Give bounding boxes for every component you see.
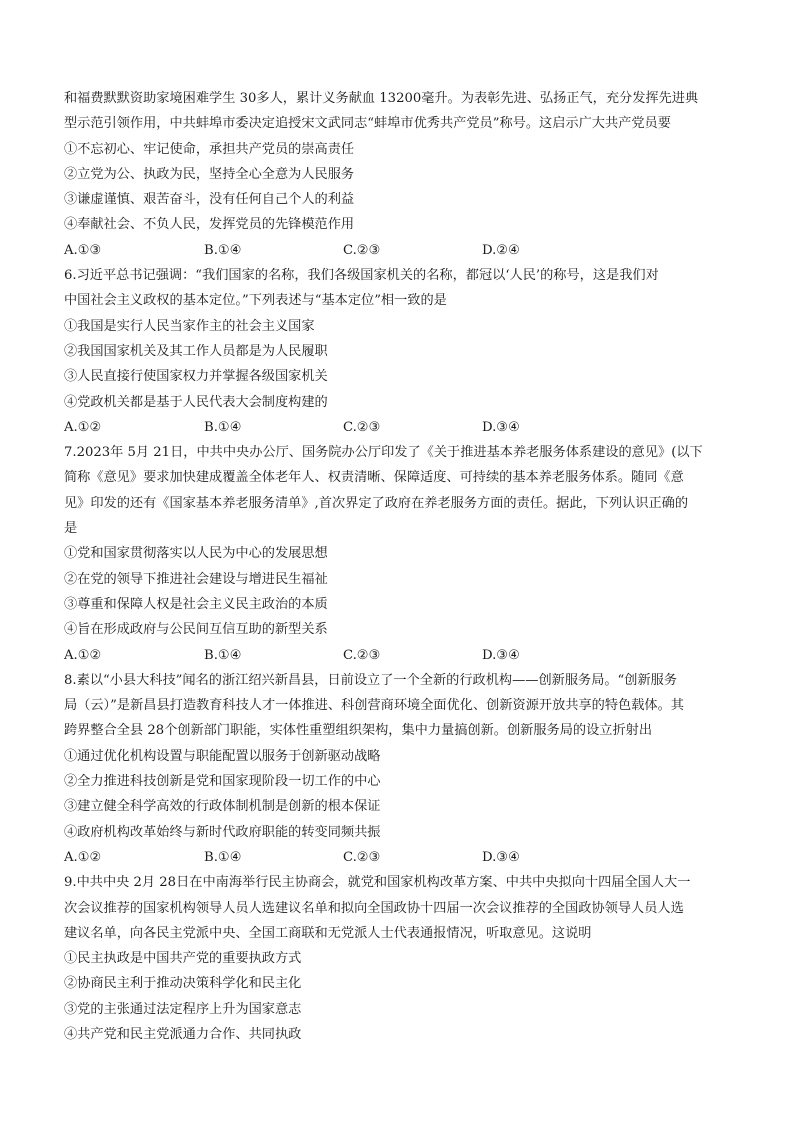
option-b: B.①④ [204, 849, 242, 865]
option-a: A.①② [64, 647, 102, 663]
question-text: 8.素以“小县大科技”闻名的浙江绍兴新昌县，日前设立了一个全新的行政机构——创新服务局。“创新服务 [64, 672, 678, 688]
statement-1: ①我国是实行人民当家作主的社会主义国家 [64, 318, 315, 334]
question-text: 中国社会主义政权的基本定位。”下列表述与“基本定位”相一致的是 [64, 293, 447, 309]
option-c: C.②③ [343, 647, 381, 663]
question-text: 9.中共中央 2月 28日在中南海举行民主协商会，就党和国家机构改革方案、中共中央拟向十四届全国人大一 [64, 875, 691, 891]
option-b: B.①④ [204, 647, 242, 663]
option-d: D.③④ [482, 647, 520, 663]
question-text: 是 [64, 521, 78, 537]
option-a: A.①② [64, 419, 102, 435]
statement-2: ②全力推进科技创新是党和国家现阶段一切工作的中心 [64, 774, 381, 790]
option-d: D.②④ [482, 242, 520, 258]
question-9 [64, 870, 734, 1047]
statement-4: ④党政机关都是基于人民代表大会制度构建的 [64, 394, 328, 410]
statement-3: ③人民直接行使国家权力并掌握各级国家机关 [64, 369, 328, 385]
question-text: 简称《意见》要求加快建成覆盖全体老年人、权责清晰、保障适度、可持续的基本养老服务体系。随同《意 [64, 470, 684, 486]
statement-4: ④奉献社会、不负人民，发挥党员的先锋模范作用 [64, 217, 355, 233]
question-7 [64, 440, 734, 668]
question-text: 次会议推荐的国家机构领导人员人选建议名单和拟向全国政协十四届一次会议推荐的全国政协领导人员人选 [64, 900, 684, 916]
statement-2: ②我国国家机关及其工作人员都是为人民履职 [64, 343, 328, 359]
statement-1: ①通过优化机构设置与职能配置以服务于创新驱动战略 [64, 748, 381, 764]
statement-3: ③建立健全科学高效的行政体制机制是创新的根本保证 [64, 799, 381, 815]
question-text: 跨界整合全县 28个创新部门职能，实体性重塑组织架构，集中力量搞创新。创新服务局的设立折射出 [64, 723, 653, 739]
question-8 [64, 668, 734, 870]
question-text: 见》印发的还有《国家基本养老服务清单》,首次界定了政府在养老服务方面的责任。据此，下列认识正确的 [64, 495, 689, 511]
document-page [64, 86, 734, 1047]
statement-2: ②立党为公、执政为民，坚持全心全意为人民服务 [64, 166, 355, 182]
option-d: D.③④ [482, 419, 520, 435]
answer-options [64, 845, 734, 870]
statement-2: ②协商民主利于推动决策科学化和民主化 [64, 976, 302, 992]
question-text: 型示范引领作用，中共蚌埠市委决定追授宋文武同志“蚌埠市优秀共产党员”称号。这启示广大共产党员要 [64, 116, 671, 132]
question-text: 局（云）”是新昌县打造教育科技人才一体推进、科创营商环境全面优化、创新资源开放共享的特色载体。其 [64, 698, 684, 714]
option-c: C.②③ [343, 419, 381, 435]
question-text: 6.习近平总书记强调：“我们国家的名称，我们各级国家机关的名称，都冠以‘人民’的称号，这是我们对 [64, 268, 659, 284]
statement-3: ③谦虚谨慎、艰苦奋斗，没有任何自己个人的利益 [64, 192, 355, 208]
question-text: 建议名单，向各民主党派中央、全国工商联和无党派人士代表通报情况，听取意见。这说明 [64, 925, 592, 941]
question-text: 7.2023年 5月 21日，中共中央办公厅、国务院办公厅印发了《关于推进基本养老服务体系建设的意见》(以下 [64, 445, 703, 461]
option-b: B.①④ [204, 242, 242, 258]
statement-1: ①不忘初心、牢记使命，承担共产党员的崇高责任 [64, 141, 355, 157]
answer-options [64, 415, 734, 440]
option-c: C.②③ [343, 849, 381, 865]
statement-4: ④旨在形成政府与公民间互信互助的新型关系 [64, 622, 328, 638]
option-c: C.②③ [343, 242, 381, 258]
statement-3: ③党的主张通过法定程序上升为国家意志 [64, 1001, 302, 1017]
question-text: 和福费默默资助家境困难学生 30多人，累计义务献血 13200毫升。为表彰先进、弘扬正气，充分发挥先进典 [64, 91, 699, 106]
statement-1: ①党和国家贯彻落实以人民为中心的发展思想 [64, 546, 328, 562]
question-5 [64, 86, 734, 263]
question-6 [64, 263, 734, 440]
option-a: A.①② [64, 849, 102, 865]
option-d: D.③④ [482, 849, 520, 865]
option-a: A.①③ [64, 242, 102, 258]
answer-options [64, 643, 734, 668]
statement-4: ④政府机构改革始终与新时代政府职能的转变同频共振 [64, 824, 381, 840]
option-b: B.①④ [204, 419, 242, 435]
answer-options [64, 238, 734, 263]
statement-1: ①民主执政是中国共产党的重要执政方式 [64, 951, 302, 967]
statement-3: ③尊重和保障人权是社会主义民主政治的本质 [64, 596, 328, 612]
statement-4: ④共产党和民主党派通力合作、共同执政 [64, 1026, 302, 1042]
statement-2: ②在党的领导下推进社会建设与增进民生福祉 [64, 571, 328, 587]
